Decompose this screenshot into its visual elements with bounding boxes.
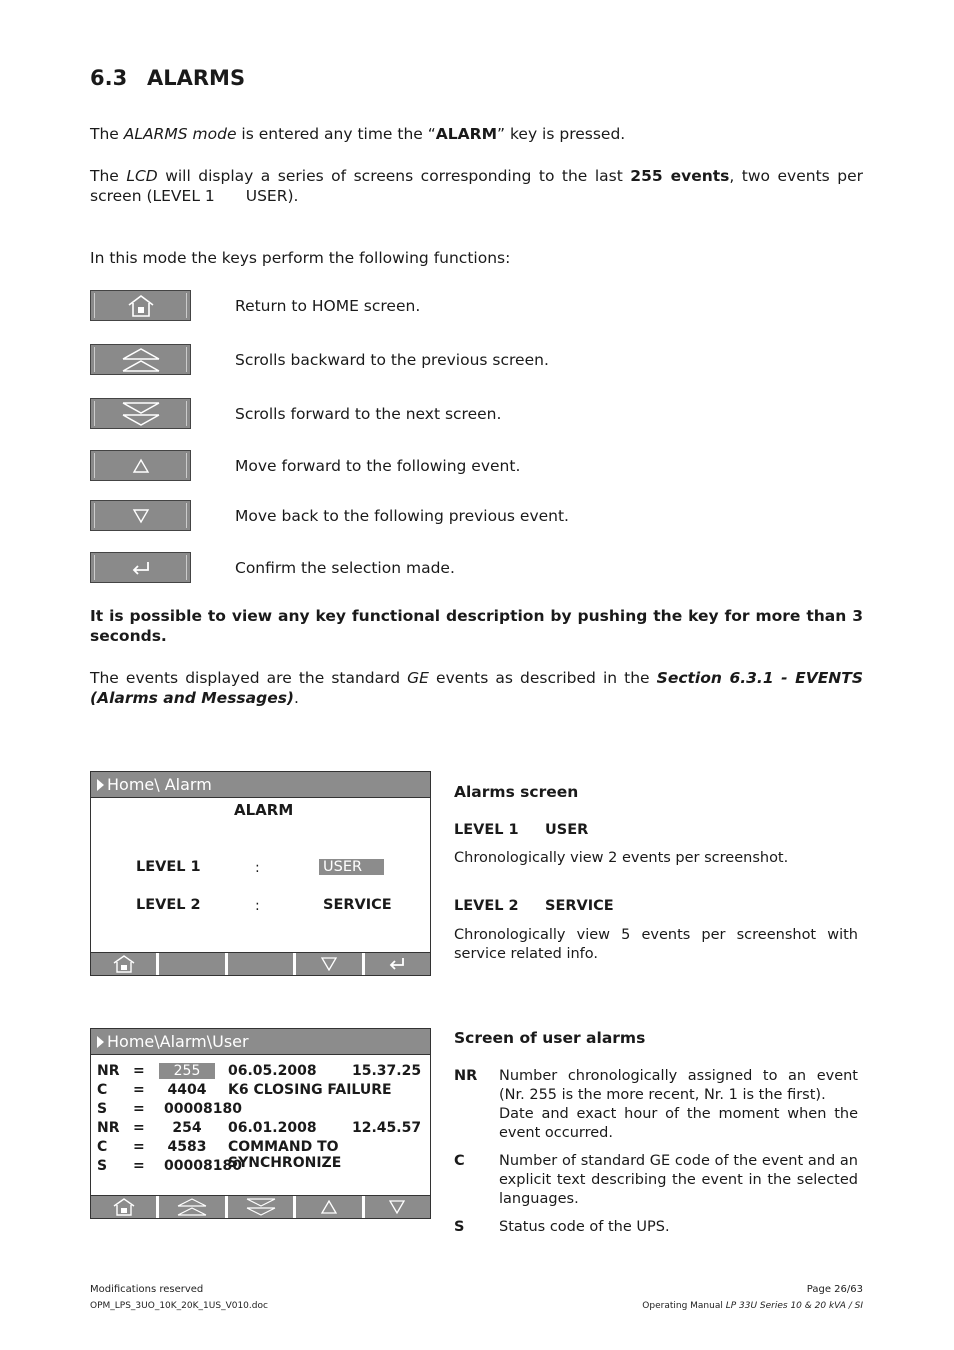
footer-manual-title xyxy=(642,1301,863,1311)
key-row-down xyxy=(90,500,850,534)
key-description: Move forward to the following event. xyxy=(235,457,521,475)
event-t-cell: 12.45.57 xyxy=(352,1120,422,1136)
page-up-key[interactable] xyxy=(90,344,191,375)
event-v-cell[interactable]: 255 xyxy=(159,1063,215,1079)
event-d-cell: COMMAND TO SYNCHRONIZE xyxy=(228,1139,342,1171)
intro-paragraph-1 xyxy=(90,124,863,144)
user-alarms-lcd-panel xyxy=(90,1028,431,1219)
level-2-label: LEVEL 2 xyxy=(454,898,519,914)
enter-icon xyxy=(388,957,406,971)
s-key: S xyxy=(454,1219,465,1235)
s-description: Status code of the UPS. xyxy=(499,1219,670,1235)
alarms-screen-title: Alarms screen xyxy=(454,783,579,801)
down-triangle-icon xyxy=(389,1200,405,1214)
user-alarms-title: Screen of user alarms xyxy=(454,1029,646,1047)
event-line xyxy=(91,1082,430,1101)
level-1-label: LEVEL 1 xyxy=(136,859,201,875)
separator: : xyxy=(255,860,260,876)
level-1-label: LEVEL 1 xyxy=(454,822,519,838)
event-v-cell: 4583 xyxy=(167,1139,207,1155)
lcd-heading: ALARM xyxy=(234,801,294,819)
text: The xyxy=(90,125,124,143)
double-up-icon xyxy=(177,1198,207,1216)
event-d-cell: 06.05.2008 xyxy=(228,1063,317,1079)
home-icon xyxy=(113,1198,135,1216)
down-triangle-icon xyxy=(321,957,337,971)
lcd-path: Home\Alarm\User xyxy=(107,1032,249,1051)
event-k-cell: NR xyxy=(97,1120,120,1136)
key-description: Scrolls forward to the next screen. xyxy=(235,405,502,423)
enter-key[interactable] xyxy=(90,552,191,583)
event-t-cell: 15.37.25 xyxy=(352,1063,422,1079)
text: is entered any time the “ xyxy=(236,125,436,143)
text: LP 33U Series 10 & 20 kVA / SI xyxy=(725,1301,863,1311)
text: ALARMS mode xyxy=(123,125,237,143)
event-eq-cell: = xyxy=(133,1158,145,1174)
lcd-title-bar xyxy=(91,772,430,798)
text: LCD xyxy=(126,167,158,185)
key-row-page-up xyxy=(90,344,850,378)
event-line xyxy=(91,1158,430,1177)
level-1-value[interactable] xyxy=(319,859,384,875)
lcd-page-up-key[interactable] xyxy=(159,1196,227,1218)
up-triangle-icon xyxy=(321,1200,337,1214)
text: The events displayed are the standard xyxy=(90,669,408,687)
event-v-cell: 4404 xyxy=(167,1082,207,1098)
down-key[interactable] xyxy=(90,500,191,531)
footer-page-number: Page 26/63 xyxy=(806,1284,863,1295)
home-icon xyxy=(127,294,155,318)
text: Number chronologically assigned to an event (Nr. 255 is the more recent, Nr. 1 is the first). xyxy=(499,1068,858,1103)
section-title: ALARMS xyxy=(147,66,246,90)
key-description: Confirm the selection made. xyxy=(235,559,455,577)
double-down-icon xyxy=(121,401,161,427)
intro-paragraph-3: In this mode the keys perform the following functions: xyxy=(90,249,511,267)
arrow-right-icon xyxy=(97,779,104,791)
event-line xyxy=(91,1120,430,1139)
text: will display a series of screens corresponding to the last xyxy=(157,167,631,185)
text: . xyxy=(294,689,299,707)
key-hold-note: It is possible to view any key functional description by pushing the key for more than 3 seconds. xyxy=(90,607,863,645)
lcd-function-keys xyxy=(91,952,430,975)
home-key[interactable] xyxy=(90,290,191,321)
event-k-cell: C xyxy=(97,1139,108,1155)
event-eq-cell: = xyxy=(133,1139,145,1155)
key-row-up xyxy=(90,450,850,484)
level-2-label: LEVEL 2 xyxy=(136,897,201,913)
lcd-enter-key[interactable] xyxy=(365,953,430,975)
text: ” key is pressed. xyxy=(497,125,626,143)
page-down-key[interactable] xyxy=(90,398,191,429)
lcd-up-key[interactable] xyxy=(296,1196,364,1218)
level-2-value: SERVICE xyxy=(545,898,614,914)
lcd-title-bar xyxy=(91,1029,430,1055)
separator: : xyxy=(255,898,260,914)
lcd-path: Home\ Alarm xyxy=(107,775,212,794)
up-key[interactable] xyxy=(90,450,191,481)
text: GE xyxy=(407,669,429,687)
text: Operating Manual xyxy=(642,1301,726,1311)
arrow-right-icon xyxy=(97,1036,104,1048)
event-v-cell: 00008180 xyxy=(164,1101,242,1117)
event-line xyxy=(91,1063,430,1082)
level-1-description: Chronologically view 2 events per screenshot. xyxy=(454,850,789,866)
section-number: 6.3 xyxy=(90,66,128,90)
event-k-cell: S xyxy=(97,1101,108,1117)
section-heading xyxy=(90,66,245,90)
event-eq-cell: = xyxy=(133,1120,145,1136)
event-d-cell: 06.01.2008 xyxy=(228,1120,317,1136)
events-paragraph xyxy=(90,668,863,708)
key-description: Return to HOME screen. xyxy=(235,297,421,315)
key-row-home xyxy=(90,290,850,324)
lcd-blank-key[interactable] xyxy=(159,953,227,975)
text: 255 events xyxy=(630,167,730,185)
selected-value: USER xyxy=(319,859,384,875)
lcd-down-key[interactable] xyxy=(296,953,364,975)
alarm-lcd-panel xyxy=(90,771,431,976)
key-description: Scrolls backward to the previous screen. xyxy=(235,351,549,369)
text: events as described in the xyxy=(428,669,657,687)
event-eq-cell: = xyxy=(133,1082,145,1098)
nr-description xyxy=(499,1067,858,1143)
lcd-home-key[interactable] xyxy=(91,953,159,975)
level-2-description: Chronologically view 5 events per screenshot with service related info. xyxy=(454,927,858,962)
lcd-page-down-key[interactable] xyxy=(228,1196,296,1218)
text: The xyxy=(90,167,127,185)
key-row-page-down xyxy=(90,398,850,432)
nr-key: NR xyxy=(454,1068,478,1084)
c-key: C xyxy=(454,1153,465,1169)
footer-left-2: OPM_LPS_3UO_10K_20K_1US_V010.doc xyxy=(90,1301,268,1311)
intro-paragraph-2 xyxy=(90,166,863,206)
event-eq-cell: = xyxy=(133,1063,145,1079)
lcd-blank-key[interactable] xyxy=(228,953,296,975)
lcd-function-keys xyxy=(91,1195,430,1218)
text: ALARM xyxy=(435,125,498,143)
home-icon xyxy=(113,955,135,973)
c-description: Number of standard GE code of the event and an explicit text describing the event in the selected languages. xyxy=(499,1153,858,1207)
event-eq-cell: = xyxy=(133,1101,145,1117)
event-k-cell: NR xyxy=(97,1063,120,1079)
event-line xyxy=(91,1101,430,1120)
enter-icon xyxy=(130,560,152,576)
event-v-cell: 00008180 xyxy=(164,1158,242,1174)
text: Section 6.3.1 - EVENTS (Alarms and Messages) xyxy=(90,669,864,707)
double-down-icon xyxy=(246,1198,276,1216)
event-d-cell: K6 CLOSING FAILURE xyxy=(228,1082,392,1098)
double-up-icon xyxy=(121,347,161,373)
down-triangle-icon xyxy=(132,508,150,524)
text: , two events per screen (LEVEL 1 USER). xyxy=(90,167,863,205)
lcd-home-key[interactable] xyxy=(91,1196,159,1218)
event-k-cell: S xyxy=(97,1158,108,1174)
lcd-down-key[interactable] xyxy=(365,1196,430,1218)
footer-left-1: Modifications reserved xyxy=(90,1284,204,1295)
key-description: Move back to the following previous event. xyxy=(235,507,569,525)
event-v-cell: 254 xyxy=(172,1120,202,1136)
text: Date and exact hour of the moment when the event occurred. xyxy=(499,1106,858,1141)
level-1-value: USER xyxy=(545,822,589,838)
up-triangle-icon xyxy=(132,458,150,474)
key-row-enter xyxy=(90,552,850,586)
level-2-value[interactable]: SERVICE xyxy=(323,897,392,913)
event-k-cell: C xyxy=(97,1082,108,1098)
